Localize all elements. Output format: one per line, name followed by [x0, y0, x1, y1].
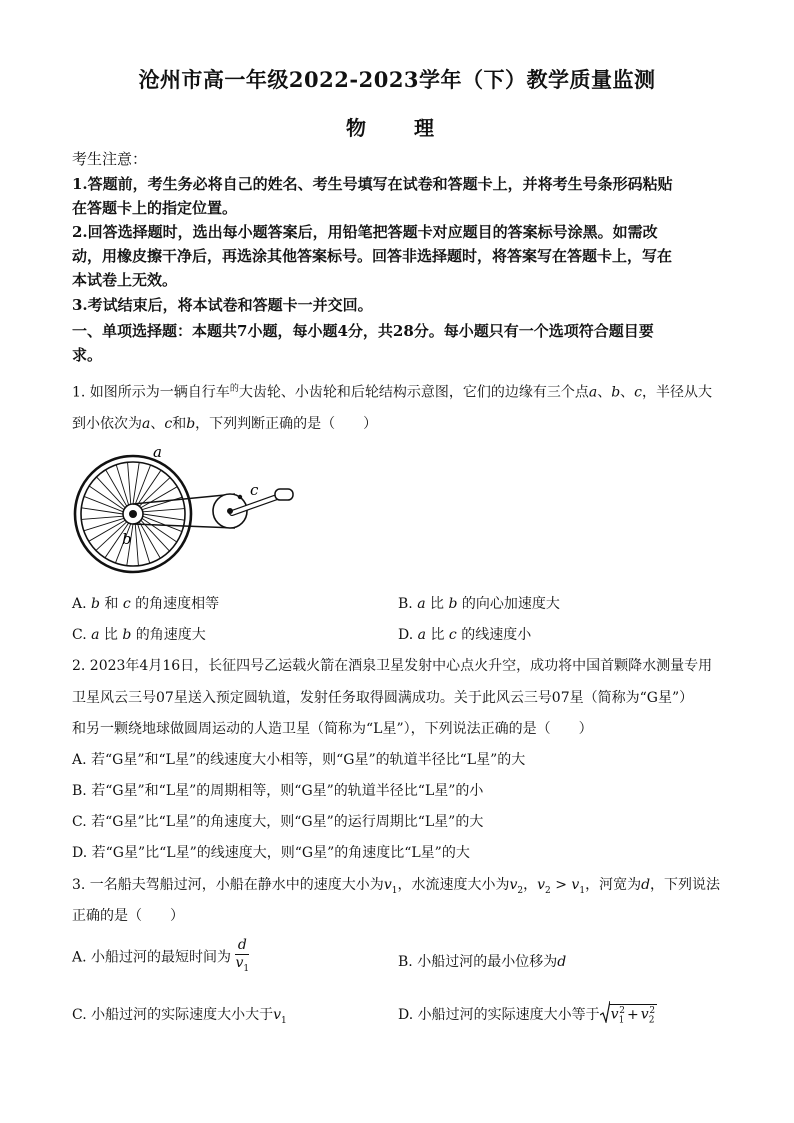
- q3-option-b: B. 小船过河的最小位移为d: [398, 954, 567, 970]
- q3-option-c: C. 小船过河的实际速度大小大于$v_1$: [72, 1007, 287, 1026]
- wheel-spoke: [135, 524, 138, 566]
- notice-line-4: 动，用橡皮擦干净后，再选涂其他答案标号。回答非选择题时，将答案写在答题卡上，写在: [72, 247, 673, 265]
- q1-stem-line-1: 1. 如图所示为一辆自行车$^的$大齿轮、小齿轮和后轮结构示意图，它们的边缘有三个点a、b、c，半径从大: [72, 384, 712, 401]
- notice-line-5: 本试卷上无效。: [72, 271, 178, 289]
- wheel-spoke: [81, 508, 123, 514]
- q1-option-c: C. a 比 b 的角速度大: [72, 627, 206, 643]
- subject-title: 物 理: [346, 116, 448, 140]
- q1-option-b: B. a 比 b 的向心加速度大: [398, 596, 560, 612]
- q3-option-a: A. 小船过河的最短时间为 $\frac{d}{v_1}$: [72, 937, 249, 978]
- q3-stem-line-1: 3. 一名船夫驾船过河，小船在静水中的速度大小为$v_1$，水流速度大小为$v_2$，$v_2 > v_1$，河宽为d，下列说法: [72, 877, 721, 896]
- sqrt-expression: $v_1^2 + v_2^2$: [600, 1004, 658, 1025]
- label-c: c: [250, 481, 259, 499]
- q2-stem-line-2: 卫星风云三号07星送入预定圆轨道，发射任务取得圆满成功。关于此风云三号07星（简称为“G星”）: [72, 690, 694, 706]
- label-a: a: [153, 443, 162, 461]
- wheel-spoke: [133, 462, 139, 504]
- notice-line-3: 2.回答选择题时，选出每小题答案后，用铅笔把答题卡对应题目的答案标号涂黑。如需改: [72, 223, 658, 241]
- rear-axle: [129, 510, 137, 518]
- fraction-d-over-v1: $\frac{d}{v_1}$: [235, 937, 250, 974]
- wheel-spoke: [89, 486, 124, 510]
- wheel-spoke: [137, 470, 161, 505]
- notice-heading: 考生注意：: [72, 150, 148, 168]
- wheel-spoke: [128, 462, 131, 504]
- q2-option-b: B. 若“G星”和“L星”的周期相等，则“G星”的轨道半径比“L星”的小: [72, 783, 484, 799]
- wheel-spoke: [143, 514, 185, 520]
- section-heading-line-2: 求。: [72, 346, 103, 364]
- notice-line-6: 3.考试结束后，将本试卷和答题卡一并交回。: [72, 296, 373, 314]
- q1-stem-line-2: 到小依次为a、c和b，下列判断正确的是（ ）: [72, 416, 378, 432]
- notice-line-1: 1.答题前，考生务必将自己的姓名、考生号填写在试卷和答题卡上，并将考生号条形码粘贴: [72, 175, 673, 193]
- sqrt-sign-icon: [600, 1001, 610, 1023]
- q3-stem-line-2: 正确的是（ ）: [72, 908, 184, 924]
- wheel-spoke: [143, 509, 185, 512]
- label-b: b: [122, 530, 132, 548]
- crank-axle: [227, 508, 233, 514]
- q2-option-d: D. 若“G星”比“L星”的线速度大，则“G星”的角速度比“L星”的大: [72, 845, 470, 861]
- q2-stem-line-3: 和另一颗绕地球做圆周运动的人造卫星（简称为“L星”），下列说法正确的是（ ）: [72, 721, 593, 737]
- wheel-spoke: [142, 518, 177, 542]
- q3-option-d: D. 小船过河的实际速度大小等于 $v_1^2 + v_2^2$: [398, 1004, 657, 1026]
- notice-line-2: 在答题卡上的指定位置。: [72, 199, 238, 217]
- exam-title: 沧州市高一年级2022-2023学年（下）教学质量监测: [138, 67, 656, 92]
- q2-option-c: C. 若“G星”比“L星”的角速度大，则“G星”的运行周期比“L星”的大: [72, 814, 484, 830]
- q2-option-a: A. 若“G星”和“L星”的线速度大小相等，则“G星”的轨道半径比“L星”的大: [72, 752, 526, 768]
- point-c-dot: [238, 495, 242, 499]
- q2-stem-line-1: 2. 2023年4月16日，长征四号乙运载火箭在酒泉卫星发射中心点火升空，成功将中国首颗降水测量专用: [72, 658, 713, 674]
- section-heading-line-1: 一、单项选择题：本题共7小题，每小题4分，共28分。每小题只有一个选项符合题目要: [72, 322, 654, 340]
- wheel-spoke: [81, 516, 123, 519]
- pedal: [275, 489, 293, 500]
- bicycle-gear-figure: [70, 442, 300, 587]
- q1-option-a: A. b 和 c 的角速度相等: [72, 596, 220, 612]
- q1-option-d: D. a 比 c 的线速度小: [398, 627, 532, 643]
